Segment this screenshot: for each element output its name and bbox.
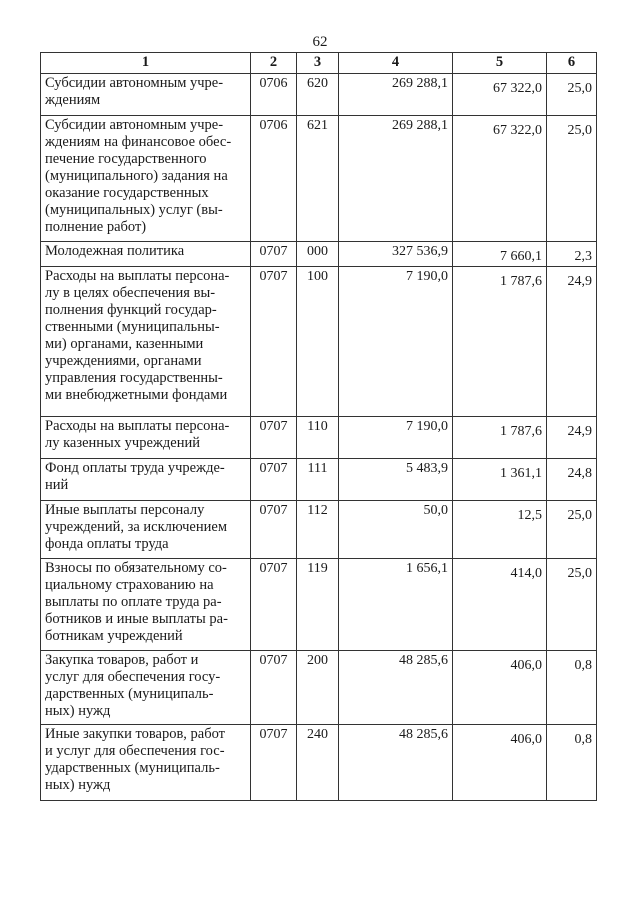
column-header: 5 bbox=[453, 53, 547, 74]
column-header: 1 bbox=[41, 53, 251, 74]
row-section-code: 0707 bbox=[251, 242, 297, 267]
row-section-code: 0707 bbox=[251, 417, 297, 459]
row-percent: 24,9 bbox=[547, 417, 597, 459]
row-actual-amount: 67 322,0 bbox=[453, 74, 547, 116]
row-section-code: 0707 bbox=[251, 501, 297, 559]
row-actual-amount: 1 361,1 bbox=[453, 459, 547, 501]
table-row bbox=[41, 242, 597, 267]
row-name: Расходы на выплаты персона- лу в целях обеспечения вы- полнения функций государ- ственными (муниципальны- ми) органами, казенными учреждениями, органами управления государственны- ми внебюджетными фондами bbox=[41, 267, 251, 417]
row-expense-type-code: 000 bbox=[297, 242, 339, 267]
row-section-code: 0706 bbox=[251, 116, 297, 242]
row-section-code: 0707 bbox=[251, 559, 297, 651]
row-expense-type-code: 240 bbox=[297, 725, 339, 801]
table-header-row bbox=[41, 53, 597, 74]
table-row bbox=[41, 459, 597, 501]
table-row bbox=[41, 74, 597, 116]
table-body bbox=[41, 74, 597, 801]
row-actual-amount: 67 322,0 bbox=[453, 116, 547, 242]
row-expense-type-code: 119 bbox=[297, 559, 339, 651]
row-section-code: 0707 bbox=[251, 267, 297, 417]
row-section-code: 0707 bbox=[251, 459, 297, 501]
row-percent: 25,0 bbox=[547, 74, 597, 116]
table-row bbox=[41, 267, 597, 417]
column-header: 2 bbox=[251, 53, 297, 74]
row-actual-amount: 406,0 bbox=[453, 725, 547, 801]
row-percent: 0,8 bbox=[547, 725, 597, 801]
row-plan-amount: 50,0 bbox=[339, 501, 453, 559]
row-name: Закупка товаров, работ и услуг для обеспечения госу- дарственных (муниципаль- ных) нужд bbox=[41, 651, 251, 725]
row-actual-amount: 1 787,6 bbox=[453, 417, 547, 459]
row-percent: 0,8 bbox=[547, 651, 597, 725]
row-expense-type-code: 112 bbox=[297, 501, 339, 559]
row-actual-amount: 414,0 bbox=[453, 559, 547, 651]
page-number: 62 bbox=[312, 34, 328, 50]
row-plan-amount: 5 483,9 bbox=[339, 459, 453, 501]
row-plan-amount: 48 285,6 bbox=[339, 651, 453, 725]
row-actual-amount: 406,0 bbox=[453, 651, 547, 725]
row-section-code: 0707 bbox=[251, 725, 297, 801]
column-header: 4 bbox=[339, 53, 453, 74]
row-section-code: 0706 bbox=[251, 74, 297, 116]
table-row bbox=[41, 116, 597, 242]
row-section-code: 0707 bbox=[251, 651, 297, 725]
row-name: Иные выплаты персоналу учреждений, за исключением фонда оплаты труда bbox=[41, 501, 251, 559]
row-name: Субсидии автономным учре- ждениям bbox=[41, 74, 251, 116]
row-name: Иные закупки товаров, работ и услуг для обеспечения гос- ударственных (муниципаль- ных) нужд bbox=[41, 725, 251, 801]
row-name: Взносы по обязательному со- циальному страхованию на выплаты по оплате труда ра- ботников и иные выплаты ра- ботникам учреждений bbox=[41, 559, 251, 651]
row-expense-type-code: 200 bbox=[297, 651, 339, 725]
row-plan-amount: 7 190,0 bbox=[339, 417, 453, 459]
row-name: Молодежная политика bbox=[41, 242, 251, 267]
column-header: 6 bbox=[547, 53, 597, 74]
row-expense-type-code: 100 bbox=[297, 267, 339, 417]
table-row bbox=[41, 725, 597, 801]
row-expense-type-code: 620 bbox=[297, 74, 339, 116]
row-actual-amount: 12,5 bbox=[453, 501, 547, 559]
row-expense-type-code: 111 bbox=[297, 459, 339, 501]
row-percent: 25,0 bbox=[547, 116, 597, 242]
row-name: Расходы на выплаты персона- лу казенных учреждений bbox=[41, 417, 251, 459]
row-plan-amount: 327 536,9 bbox=[339, 242, 453, 267]
row-plan-amount: 1 656,1 bbox=[339, 559, 453, 651]
row-plan-amount: 7 190,0 bbox=[339, 267, 453, 417]
row-expense-type-code: 110 bbox=[297, 417, 339, 459]
row-percent: 25,0 bbox=[547, 559, 597, 651]
table-row bbox=[41, 417, 597, 459]
row-actual-amount: 1 787,6 bbox=[453, 267, 547, 417]
row-plan-amount: 269 288,1 bbox=[339, 74, 453, 116]
row-percent: 24,8 bbox=[547, 459, 597, 501]
table-row bbox=[41, 651, 597, 725]
table-row bbox=[41, 501, 597, 559]
table-row bbox=[41, 559, 597, 651]
row-percent: 25,0 bbox=[547, 501, 597, 559]
row-expense-type-code: 621 bbox=[297, 116, 339, 242]
budget-table bbox=[40, 52, 597, 801]
column-header: 3 bbox=[297, 53, 339, 74]
row-actual-amount: 7 660,1 bbox=[453, 242, 547, 267]
row-plan-amount: 269 288,1 bbox=[339, 116, 453, 242]
row-percent: 24,9 bbox=[547, 267, 597, 417]
row-name: Фонд оплаты труда учрежде- ний bbox=[41, 459, 251, 501]
row-name: Субсидии автономным учре- ждениям на финансовое обес- печение государственного (муниципального) задания на оказание государственных (муниципальных) услуг (вы- полнение работ) bbox=[41, 116, 251, 242]
row-percent: 2,3 bbox=[547, 242, 597, 267]
row-plan-amount: 48 285,6 bbox=[339, 725, 453, 801]
